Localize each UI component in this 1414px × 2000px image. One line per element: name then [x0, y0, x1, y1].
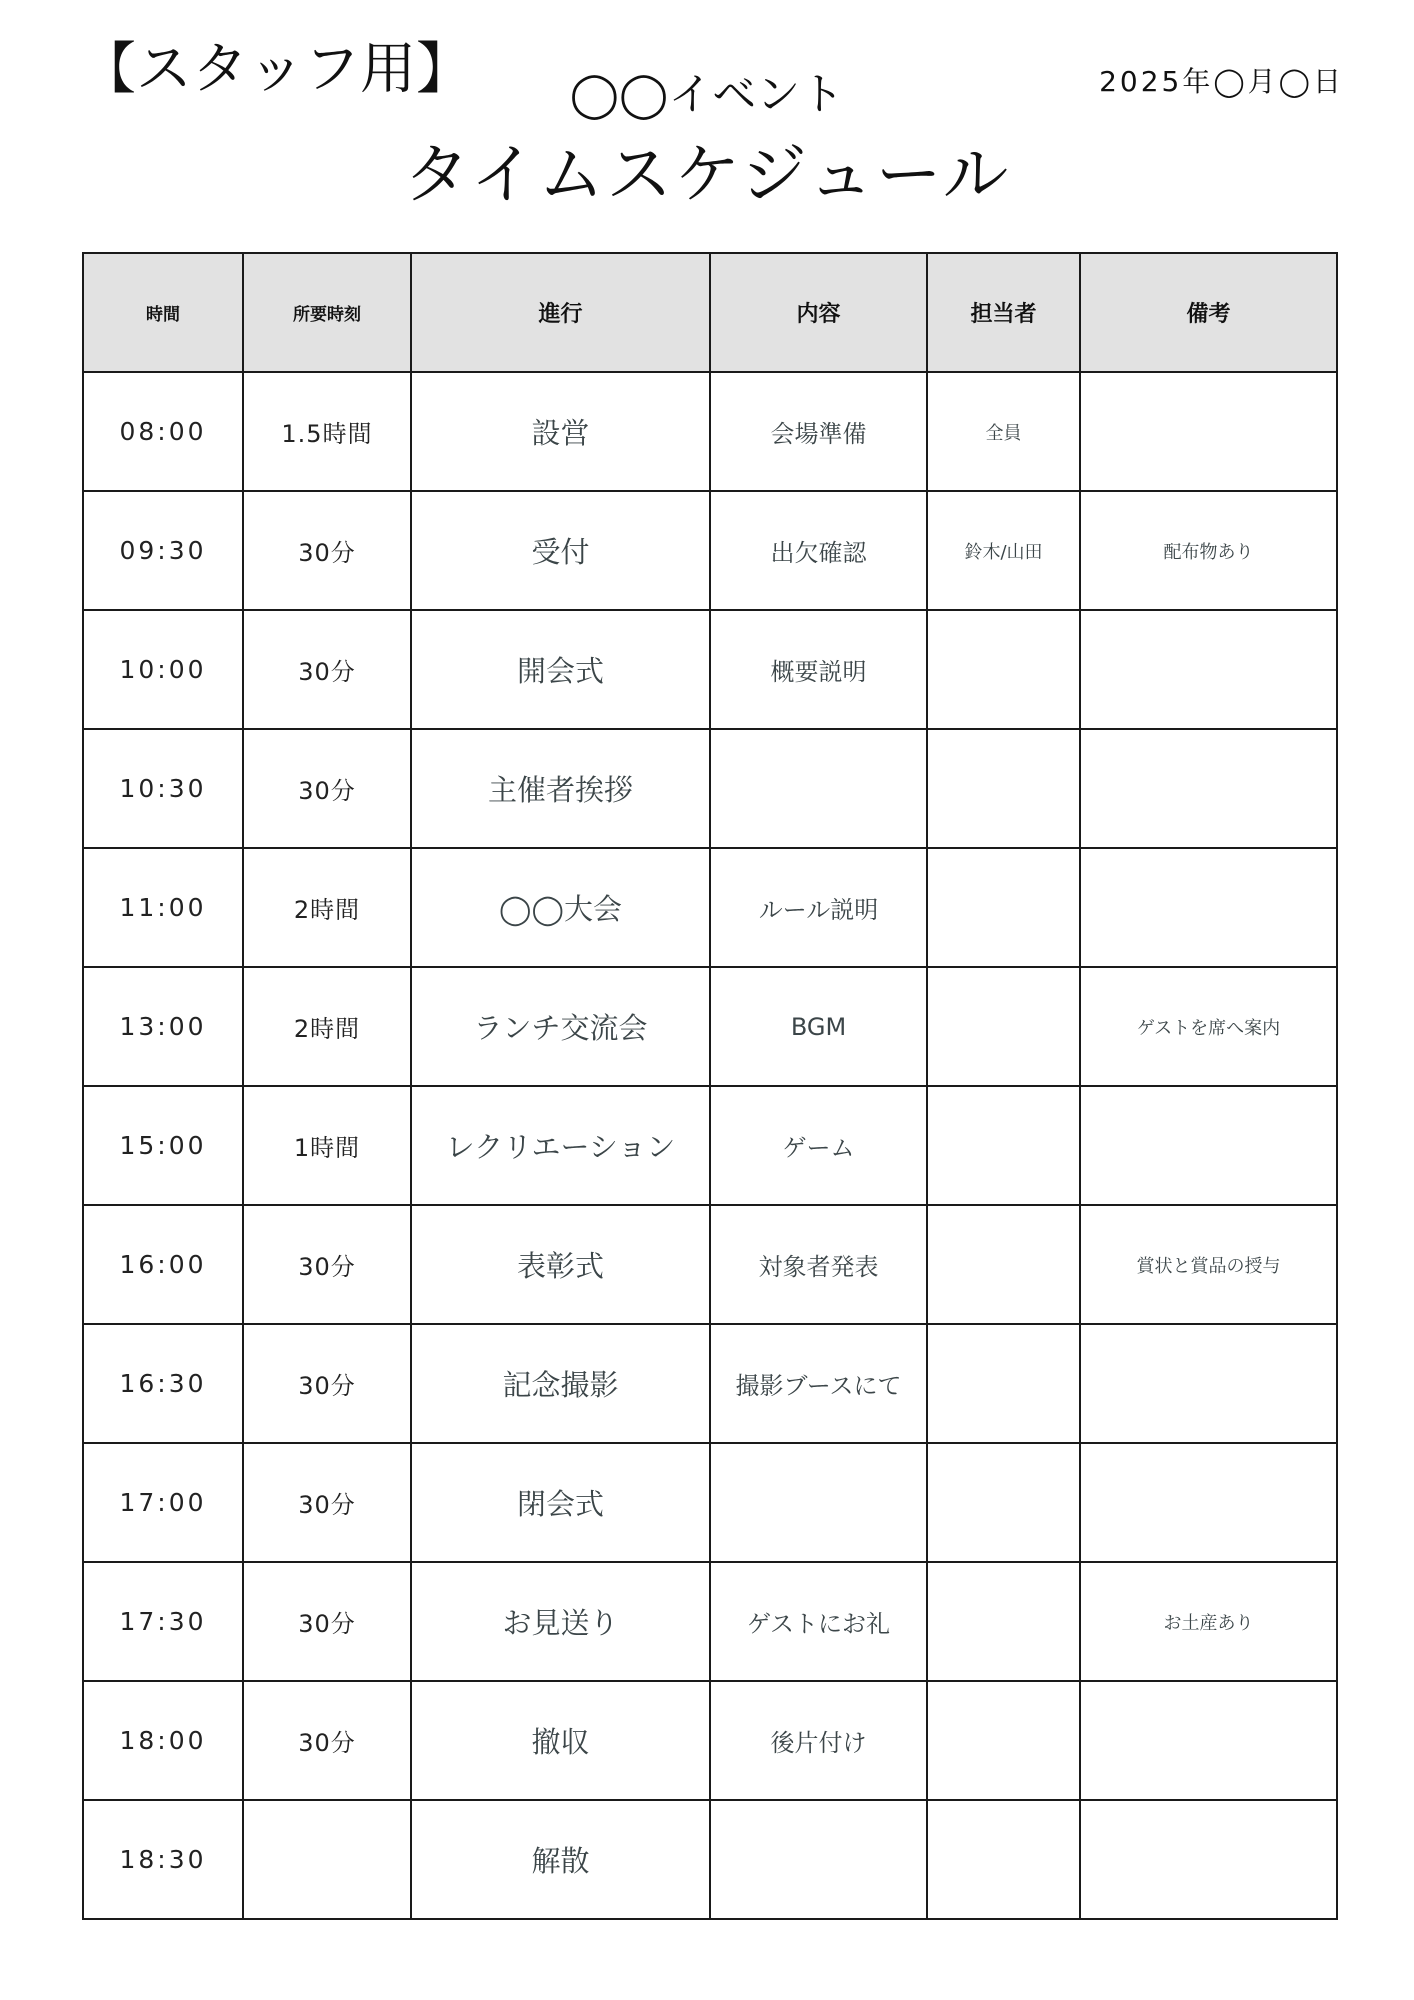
column-header-time: 時間	[83, 253, 243, 372]
duration-cell: 30分	[243, 729, 411, 848]
notes-cell: お土産あり	[1080, 1562, 1337, 1681]
content-cell	[710, 1800, 927, 1919]
time-cell: 18:00	[83, 1681, 243, 1800]
notes-cell	[1080, 1443, 1337, 1562]
notes-cell	[1080, 1324, 1337, 1443]
program-cell: 主催者挨拶	[411, 729, 710, 848]
table-row	[83, 729, 1337, 848]
schedule-table-header	[83, 253, 1337, 372]
notes-cell	[1080, 1681, 1337, 1800]
staff-cell	[927, 1324, 1080, 1443]
notes-cell: ゲストを席へ案内	[1080, 967, 1337, 1086]
content-cell: ゲストにお礼	[710, 1562, 927, 1681]
time-cell: 11:00	[83, 848, 243, 967]
staff-cell	[927, 1205, 1080, 1324]
notes-cell	[1080, 372, 1337, 491]
program-cell: ランチ交流会	[411, 967, 710, 1086]
program-cell: 受付	[411, 491, 710, 610]
duration-cell: 30分	[243, 1562, 411, 1681]
time-cell: 18:30	[83, 1800, 243, 1919]
program-cell: 撤収	[411, 1681, 710, 1800]
table-row	[83, 1086, 1337, 1205]
page-title: タイムスケジュール	[403, 136, 1011, 213]
staff-version-label: 【スタッフ用】	[80, 37, 472, 102]
content-cell: ルール説明	[710, 848, 927, 967]
table-row	[83, 1205, 1337, 1324]
duration-cell: 30分	[243, 1443, 411, 1562]
table-row	[83, 848, 1337, 967]
staff-cell	[927, 967, 1080, 1086]
program-cell: 設営	[411, 372, 710, 491]
content-cell: BGM	[710, 967, 927, 1086]
program-cell: レクリエーション	[411, 1086, 710, 1205]
program-cell: 閉会式	[411, 1443, 710, 1562]
program-cell: ◯◯大会	[411, 848, 710, 967]
table-row	[83, 372, 1337, 491]
duration-cell: 2時間	[243, 967, 411, 1086]
table-row	[83, 1681, 1337, 1800]
staff-cell	[927, 848, 1080, 967]
staff-cell	[927, 1086, 1080, 1205]
content-cell: ゲーム	[710, 1086, 927, 1205]
table-row	[83, 610, 1337, 729]
content-cell: 概要説明	[710, 610, 927, 729]
content-cell: 後片付け	[710, 1681, 927, 1800]
duration-cell: 2時間	[243, 848, 411, 967]
notes-cell	[1080, 729, 1337, 848]
duration-cell: 30分	[243, 1205, 411, 1324]
content-cell	[710, 729, 927, 848]
notes-cell	[1080, 1800, 1337, 1919]
time-cell: 10:30	[83, 729, 243, 848]
event-name: ◯◯イベント	[569, 69, 845, 120]
program-cell: 表彰式	[411, 1205, 710, 1324]
time-cell: 10:00	[83, 610, 243, 729]
staff-cell	[927, 1562, 1080, 1681]
time-cell: 15:00	[83, 1086, 243, 1205]
staff-cell: 鈴木/山田	[927, 491, 1080, 610]
time-cell: 17:30	[83, 1562, 243, 1681]
content-cell: 会場準備	[710, 372, 927, 491]
content-cell: 出欠確認	[710, 491, 927, 610]
content-cell	[710, 1443, 927, 1562]
event-date: 2025年◯月◯日	[1099, 65, 1344, 98]
notes-cell	[1080, 610, 1337, 729]
staff-cell: 全員	[927, 372, 1080, 491]
time-cell: 09:30	[83, 491, 243, 610]
staff-cell	[927, 729, 1080, 848]
time-cell: 08:00	[83, 372, 243, 491]
staff-cell	[927, 610, 1080, 729]
program-cell: 開会式	[411, 610, 710, 729]
notes-cell	[1080, 848, 1337, 967]
column-header-notes: 備考	[1080, 253, 1337, 372]
staff-cell	[927, 1443, 1080, 1562]
table-row	[83, 1800, 1337, 1919]
time-cell: 16:30	[83, 1324, 243, 1443]
time-cell: 16:00	[83, 1205, 243, 1324]
staff-cell	[927, 1681, 1080, 1800]
table-row	[83, 1443, 1337, 1562]
notes-cell	[1080, 1086, 1337, 1205]
schedule-table-body	[83, 372, 1337, 1919]
duration-cell: 1.5時間	[243, 372, 411, 491]
time-cell: 13:00	[83, 967, 243, 1086]
notes-cell: 配布物あり	[1080, 491, 1337, 610]
time-cell: 17:00	[83, 1443, 243, 1562]
program-cell: お見送り	[411, 1562, 710, 1681]
content-cell: 撮影ブースにて	[710, 1324, 927, 1443]
table-row	[83, 967, 1337, 1086]
staff-cell	[927, 1800, 1080, 1919]
table-row	[83, 491, 1337, 610]
duration-cell: 30分	[243, 491, 411, 610]
duration-cell: 30分	[243, 1324, 411, 1443]
notes-cell: 賞状と賞品の授与	[1080, 1205, 1337, 1324]
header-row	[83, 253, 1337, 372]
duration-cell: 30分	[243, 610, 411, 729]
table-row	[83, 1562, 1337, 1681]
duration-cell	[243, 1800, 411, 1919]
program-cell: 解散	[411, 1800, 710, 1919]
schedule-table	[82, 252, 1338, 1920]
column-header-content: 内容	[710, 253, 927, 372]
table-row	[83, 1324, 1337, 1443]
column-header-program: 進行	[411, 253, 710, 372]
duration-cell: 1時間	[243, 1086, 411, 1205]
column-header-staff: 担当者	[927, 253, 1080, 372]
program-cell: 記念撮影	[411, 1324, 710, 1443]
column-header-duration: 所要時刻	[243, 253, 411, 372]
content-cell: 対象者発表	[710, 1205, 927, 1324]
duration-cell: 30分	[243, 1681, 411, 1800]
